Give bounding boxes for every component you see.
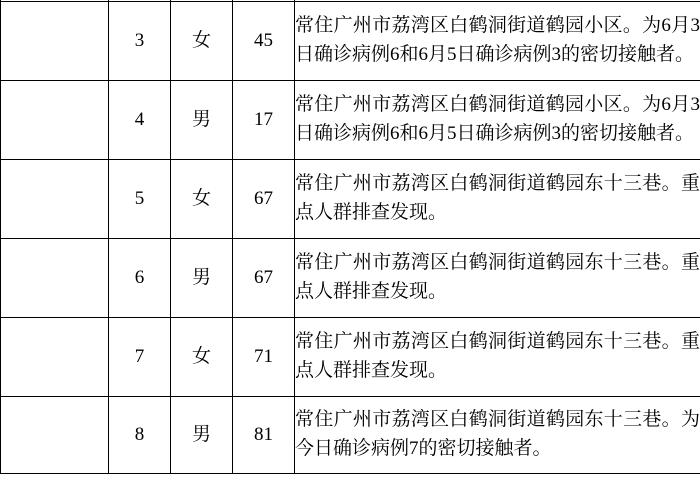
row-number: 7 <box>109 318 171 397</box>
row-description <box>295 318 700 397</box>
row-age: 17 <box>233 81 295 160</box>
row-leading-cell <box>1 239 109 318</box>
row-leading-cell <box>1 160 109 239</box>
row-age: 45 <box>233 2 295 81</box>
row-number: 5 <box>109 160 171 239</box>
row-age: 71 <box>233 318 295 397</box>
row-leading-cell <box>1 2 109 81</box>
row-leading-cell <box>1 81 109 160</box>
row-description-text: 常住广州市荔湾区白鹤洞街道鹤园东十三巷。为今日确诊病例7的密切接触者。 <box>295 409 700 459</box>
table-row <box>1 397 700 474</box>
row-description-text: 常住广州市荔湾区白鹤洞街道鹤园东十三巷。重点人群排查发现。 <box>295 173 700 223</box>
row-number: 4 <box>109 81 171 160</box>
table-row <box>1 239 700 318</box>
row-sex: 男 <box>171 81 233 160</box>
row-description-text: 常住广州市荔湾区白鹤洞街道鹤园东十三巷。重点人群排查发现。 <box>295 331 700 381</box>
row-sex: 女 <box>171 160 233 239</box>
row-description <box>295 2 700 81</box>
row-description <box>295 160 700 239</box>
row-number: 6 <box>109 239 171 318</box>
row-description-text: 常住广州市荔湾区白鹤洞街道鹤园东十三巷。重点人群排查发现。 <box>295 252 700 302</box>
row-age: 81 <box>233 397 295 474</box>
row-description <box>295 239 700 318</box>
table-row <box>1 2 700 81</box>
row-leading-cell <box>1 397 109 474</box>
row-sex: 女 <box>171 318 233 397</box>
row-description <box>295 81 700 160</box>
row-description <box>295 397 700 474</box>
row-number: 8 <box>109 397 171 474</box>
row-sex: 男 <box>171 397 233 474</box>
table-row <box>1 318 700 397</box>
row-age: 67 <box>233 239 295 318</box>
table-row <box>1 160 700 239</box>
table-row <box>1 81 700 160</box>
row-sex: 女 <box>171 2 233 81</box>
row-leading-cell <box>1 318 109 397</box>
row-number: 3 <box>109 2 171 81</box>
row-age: 67 <box>233 160 295 239</box>
row-description-text: 常住广州市荔湾区白鹤洞街道鹤园小区。为6月3日确诊病例6和6月5日确诊病例3的密切接触者。 <box>295 94 700 144</box>
row-sex: 男 <box>171 239 233 318</box>
row-description-text: 常住广州市荔湾区白鹤洞街道鹤园小区。为6月3日确诊病例6和6月5日确诊病例3的密切接触者。 <box>295 15 700 65</box>
